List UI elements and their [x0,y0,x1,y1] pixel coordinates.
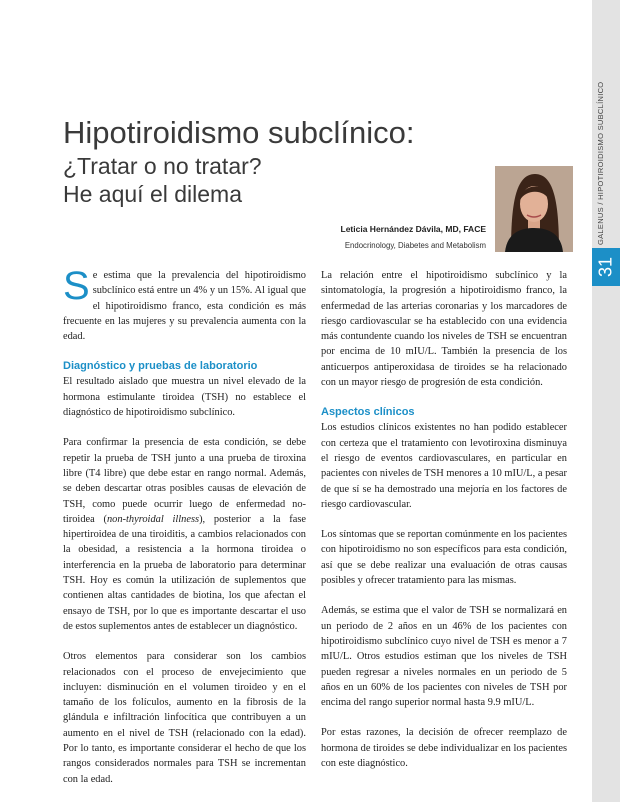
title-line-1: Hipotiroidismo subclínico: [63,115,415,150]
heading-diagnostico: Diagnóstico y pruebas de laboratorio [63,360,258,373]
paragraph: Los síntomas que se reportan comúnmente en los pacientes con hipotiroidismo no son específicos para esta condición, así que se debe realizar una evaluación de otras causas posibles y ofrecer tratamiento para las mismas. [321,529,567,587]
paragraph-text: ), posterior a la fase hipertiroidea de una tiroiditis, a cambios relacionados con la obesidad, a resistencia a la hormona tiroidea o interferencia en la prueba de laboratorio para determinar TSH. Hoy es común la utilización de suplementos que contienen altas cantidades de biotina, los que afectan el ensayo de TSH, por lo que es importante descartar el uso de estos suplementos antes de establecer un diagnóstico. [63,513,306,632]
title-line-2: ¿Tratar o no tratar? [63,153,262,179]
paragraph [63,435,306,634]
title-line-3: He aquí el dilema [63,181,242,207]
page-number: 31 [595,256,616,278]
author-photo [495,166,573,252]
right-column [321,268,567,786]
author-affiliation: Endocrinology, Diabetes and Metabolism [344,241,486,250]
author-portrait-icon [495,166,573,252]
article-title [63,116,483,208]
paragraph: La relación entre el hipotiroidismo subclínico y la sintomatología, la progresión a hipotiroidismo franco, la enfermedad de las arterias coronarias y los marcadores de riesgo cardiovascular se ha establecido con una evidencia más contundente cuando los niveles de TSH se encuentran por encima de 10 mIU/L. También la presencia de los anticuerpos antiperoxidasa de tiroides se ha relacionado con un mayor riesgo de progresión de esta condición. [321,270,567,389]
emphasis-text: non-thyroidal illness [106,513,200,525]
paragraph: Además, se estima que el valor de TSH se normalizará en un periodo de 2 años en un 46% de los pacientes con hipotiroidismo subclínico cuyo nivel de TSH es menor a 7 mIU/L. Otros estudios estiman que los niveles de TSH pueden regresar a niveles normales en un periodo de 5 años en un 60% de los pacientes con niveles de TSH por encima del rango superior normal hasta 9.9 mIU/L. [321,605,567,709]
running-header: GALENUS / HIPOTIROIDISMO SUBCLÍNICO [596,81,605,245]
author-name: Leticia Hernández Dávila, MD, FACE [340,224,486,234]
intro-paragraph [63,264,306,344]
intro-text: e estima que la prevalencia del hipotiroidismo subclínico está entre un 4% y un 15%. Al igual que el hipotiroidismo franco, esta condición es más frecuente en las mujeres y su prevalencia aumenta con la edad. [63,270,306,343]
paragraph: Los estudios clínicos existentes no han podido establecer con certeza que el tratamiento con levotiroxina disminuya el riesgo de eventos cardiovasculares, en particular en pacientes con niveles de TSH menores a 10 mIU/L, a pesar de que sí se ha demostrado una mejoría en los factores de riesgo cardiovascular. [321,422,567,510]
left-column [63,264,306,802]
paragraph: El resultado aislado que muestra un nivel elevado de la hormona estimulante tiroidea (TSH) no establece el diagnóstico de hipotiroidismo subclínico. [63,376,306,419]
paragraph-text: Para confirmar la presencia de esta condición, se debe repetir la prueba de TSH junto a una prueba de tiroxina libre (T4 libre) que debe estar en rango normal. Además, se deben descartar otras posibles causas de elevación de TSH, como puede ocurrir luego de enfermedad no-tiroidea ( [63,437,306,525]
page-number-box [592,248,620,286]
paragraph: Otros elementos para considerar son los cambios relacionados con el proceso de envejecimiento que incluyen: disminución en el volumen tiroideo y en el tamaño de los folículos, aumento en la fibrosis de la glándula e infiltración linfocítica que contribuyen a un aumento en el nivel de TSH (relacionado con la edad). Por lo tanto, es importante considerar el hecho de que los rangos considerados normales para TSH se incrementan con la edad. [63,651,306,785]
drop-cap: S [63,264,90,308]
paragraph: Por estas razones, la decisión de ofrecer reemplazo de hormona de tiroides se debe individualizar en los pacientes con este diagnóstico. [321,727,567,770]
heading-aspectos: Aspectos clínicos [321,406,415,419]
